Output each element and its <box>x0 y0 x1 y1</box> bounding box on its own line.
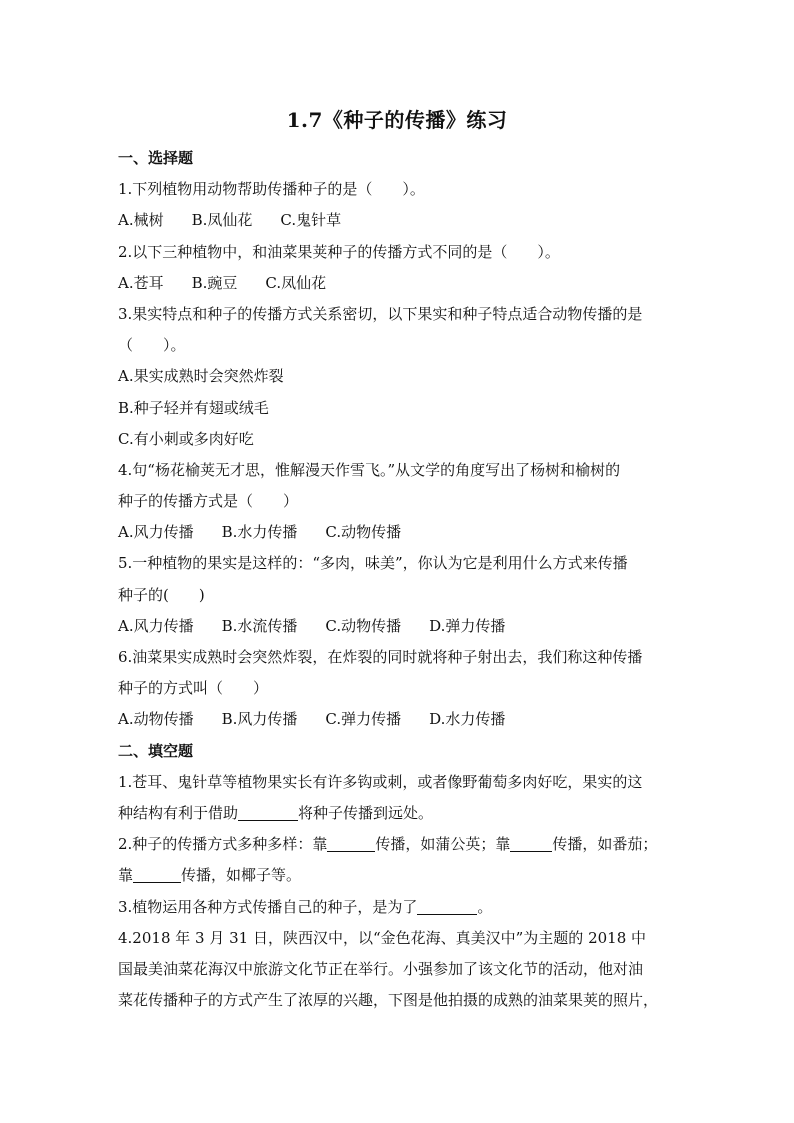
fill-2-text-cont <box>118 860 678 891</box>
option: A.动物传播 <box>118 710 194 729</box>
text: 靠 <box>118 866 134 885</box>
option: B.种子轻并有翅或绒毛 <box>118 398 269 417</box>
option: A.果实成熟时会突然炸裂 <box>118 367 284 386</box>
option: D.弹力传播 <box>429 616 506 635</box>
question-6-stem: 6.油菜果实成熟时会突然炸裂，在炸裂的同时就将种子射出去，我们称这种传播 <box>118 648 643 666</box>
question-4-stem: 4.句“杨花榆荚无才思，惟解漫天作雪飞。”从文学的角度写出了杨树和榆树的 <box>118 460 621 479</box>
question-2-stem: 2.以下三种植物中，和油菜果荚种子的传播方式不同的是（ ）。 <box>118 242 560 261</box>
option: A.械树 <box>118 211 164 230</box>
text: 传播，如蒲公英；靠 <box>375 835 511 854</box>
option: B.凤仙花 <box>191 211 253 230</box>
fill-4-text-cont: 菜花传播种子的方式产生了浓厚的兴趣，下图是他拍摄的成熟的油菜果荚的照片， <box>118 991 659 1010</box>
text: 2.种子的传播方式多种多样：靠 <box>118 835 328 854</box>
answer-blank[interactable] <box>133 866 181 883</box>
option: C.凤仙花 <box>265 273 327 292</box>
page-title: 1.7《种子的传播》练习 <box>286 108 508 132</box>
fill-4-text-cont: 国最美油菜花海汉中旅游文化节正在举行。小强参加了该文化节的活动，他对油 <box>118 959 644 978</box>
text: 种结构有利于借助 <box>118 803 239 822</box>
text: 传播，如椰子等。 <box>181 866 302 885</box>
question-1-options <box>118 205 678 236</box>
question-4-options <box>118 517 678 548</box>
option: A.风力传播 <box>118 523 194 542</box>
text: 传播，如番茄； <box>552 835 658 854</box>
fill-4-text: 4.2018 年 3 月 31 日，陕西汉中，以“金色花海、真美汉中”为主题的 2018 中 <box>118 928 647 947</box>
option: B.豌豆 <box>191 273 238 292</box>
option: C.有小刺或多肉好吃 <box>118 429 254 448</box>
option: A.苍耳 <box>118 273 164 292</box>
question-5-stem-cont: 种子的( ) <box>118 585 205 604</box>
option: B.风力传播 <box>221 710 298 729</box>
question-6-stem-cont: 种子的方式叫（ ） <box>118 679 269 698</box>
question-4-stem-cont: 种子的传播方式是（ ） <box>118 492 299 511</box>
option: C.动物传播 <box>325 523 402 542</box>
question-6-options <box>118 704 678 735</box>
question-5-options <box>118 611 678 642</box>
fill-3-text <box>118 892 678 923</box>
option: C.弹力传播 <box>325 710 402 729</box>
fill-2-text <box>118 829 678 860</box>
worksheet-content <box>118 143 678 1016</box>
option: D.水力传播 <box>429 710 506 729</box>
option: B.水力传播 <box>221 523 298 542</box>
text: 将种子传播到远处。 <box>298 803 434 822</box>
answer-blank[interactable] <box>510 835 552 852</box>
question-1-stem: 1.下列植物用动物帮助传播种子的是（ ）。 <box>118 180 425 199</box>
section-heading-fill: 二、填空题 <box>118 741 194 760</box>
fill-1-text-cont <box>118 798 678 829</box>
answer-blank[interactable] <box>327 835 375 852</box>
question-2-options <box>118 268 678 299</box>
text: 3.植物运用各种方式传播自己的种子，是为了 <box>118 897 418 916</box>
section-heading-choice: 一、选择题 <box>118 149 194 167</box>
option: C.动物传播 <box>325 616 402 635</box>
option: A.风力传播 <box>118 616 194 635</box>
question-3-stem: 3.果实特点和种子的传播方式关系密切，以下果实和种子特点适合动物传播的是 <box>118 304 643 323</box>
option: B.水流传播 <box>221 616 298 635</box>
question-5-stem: 5.一种植物的果实是这样的：“多肉，味美”，你认为它是利用什么方式来传播 <box>118 554 628 573</box>
fill-1-text: 1.苍耳、鬼针草等植物果实长有许多钩或刺，或者像野葡萄多肉好吃，果实的这 <box>118 772 643 791</box>
question-3-stem-cont: （ ）。 <box>118 336 186 355</box>
answer-blank[interactable] <box>417 898 477 915</box>
option: C.鬼针草 <box>280 211 342 230</box>
text: 。 <box>477 897 493 916</box>
answer-blank[interactable] <box>238 804 298 821</box>
